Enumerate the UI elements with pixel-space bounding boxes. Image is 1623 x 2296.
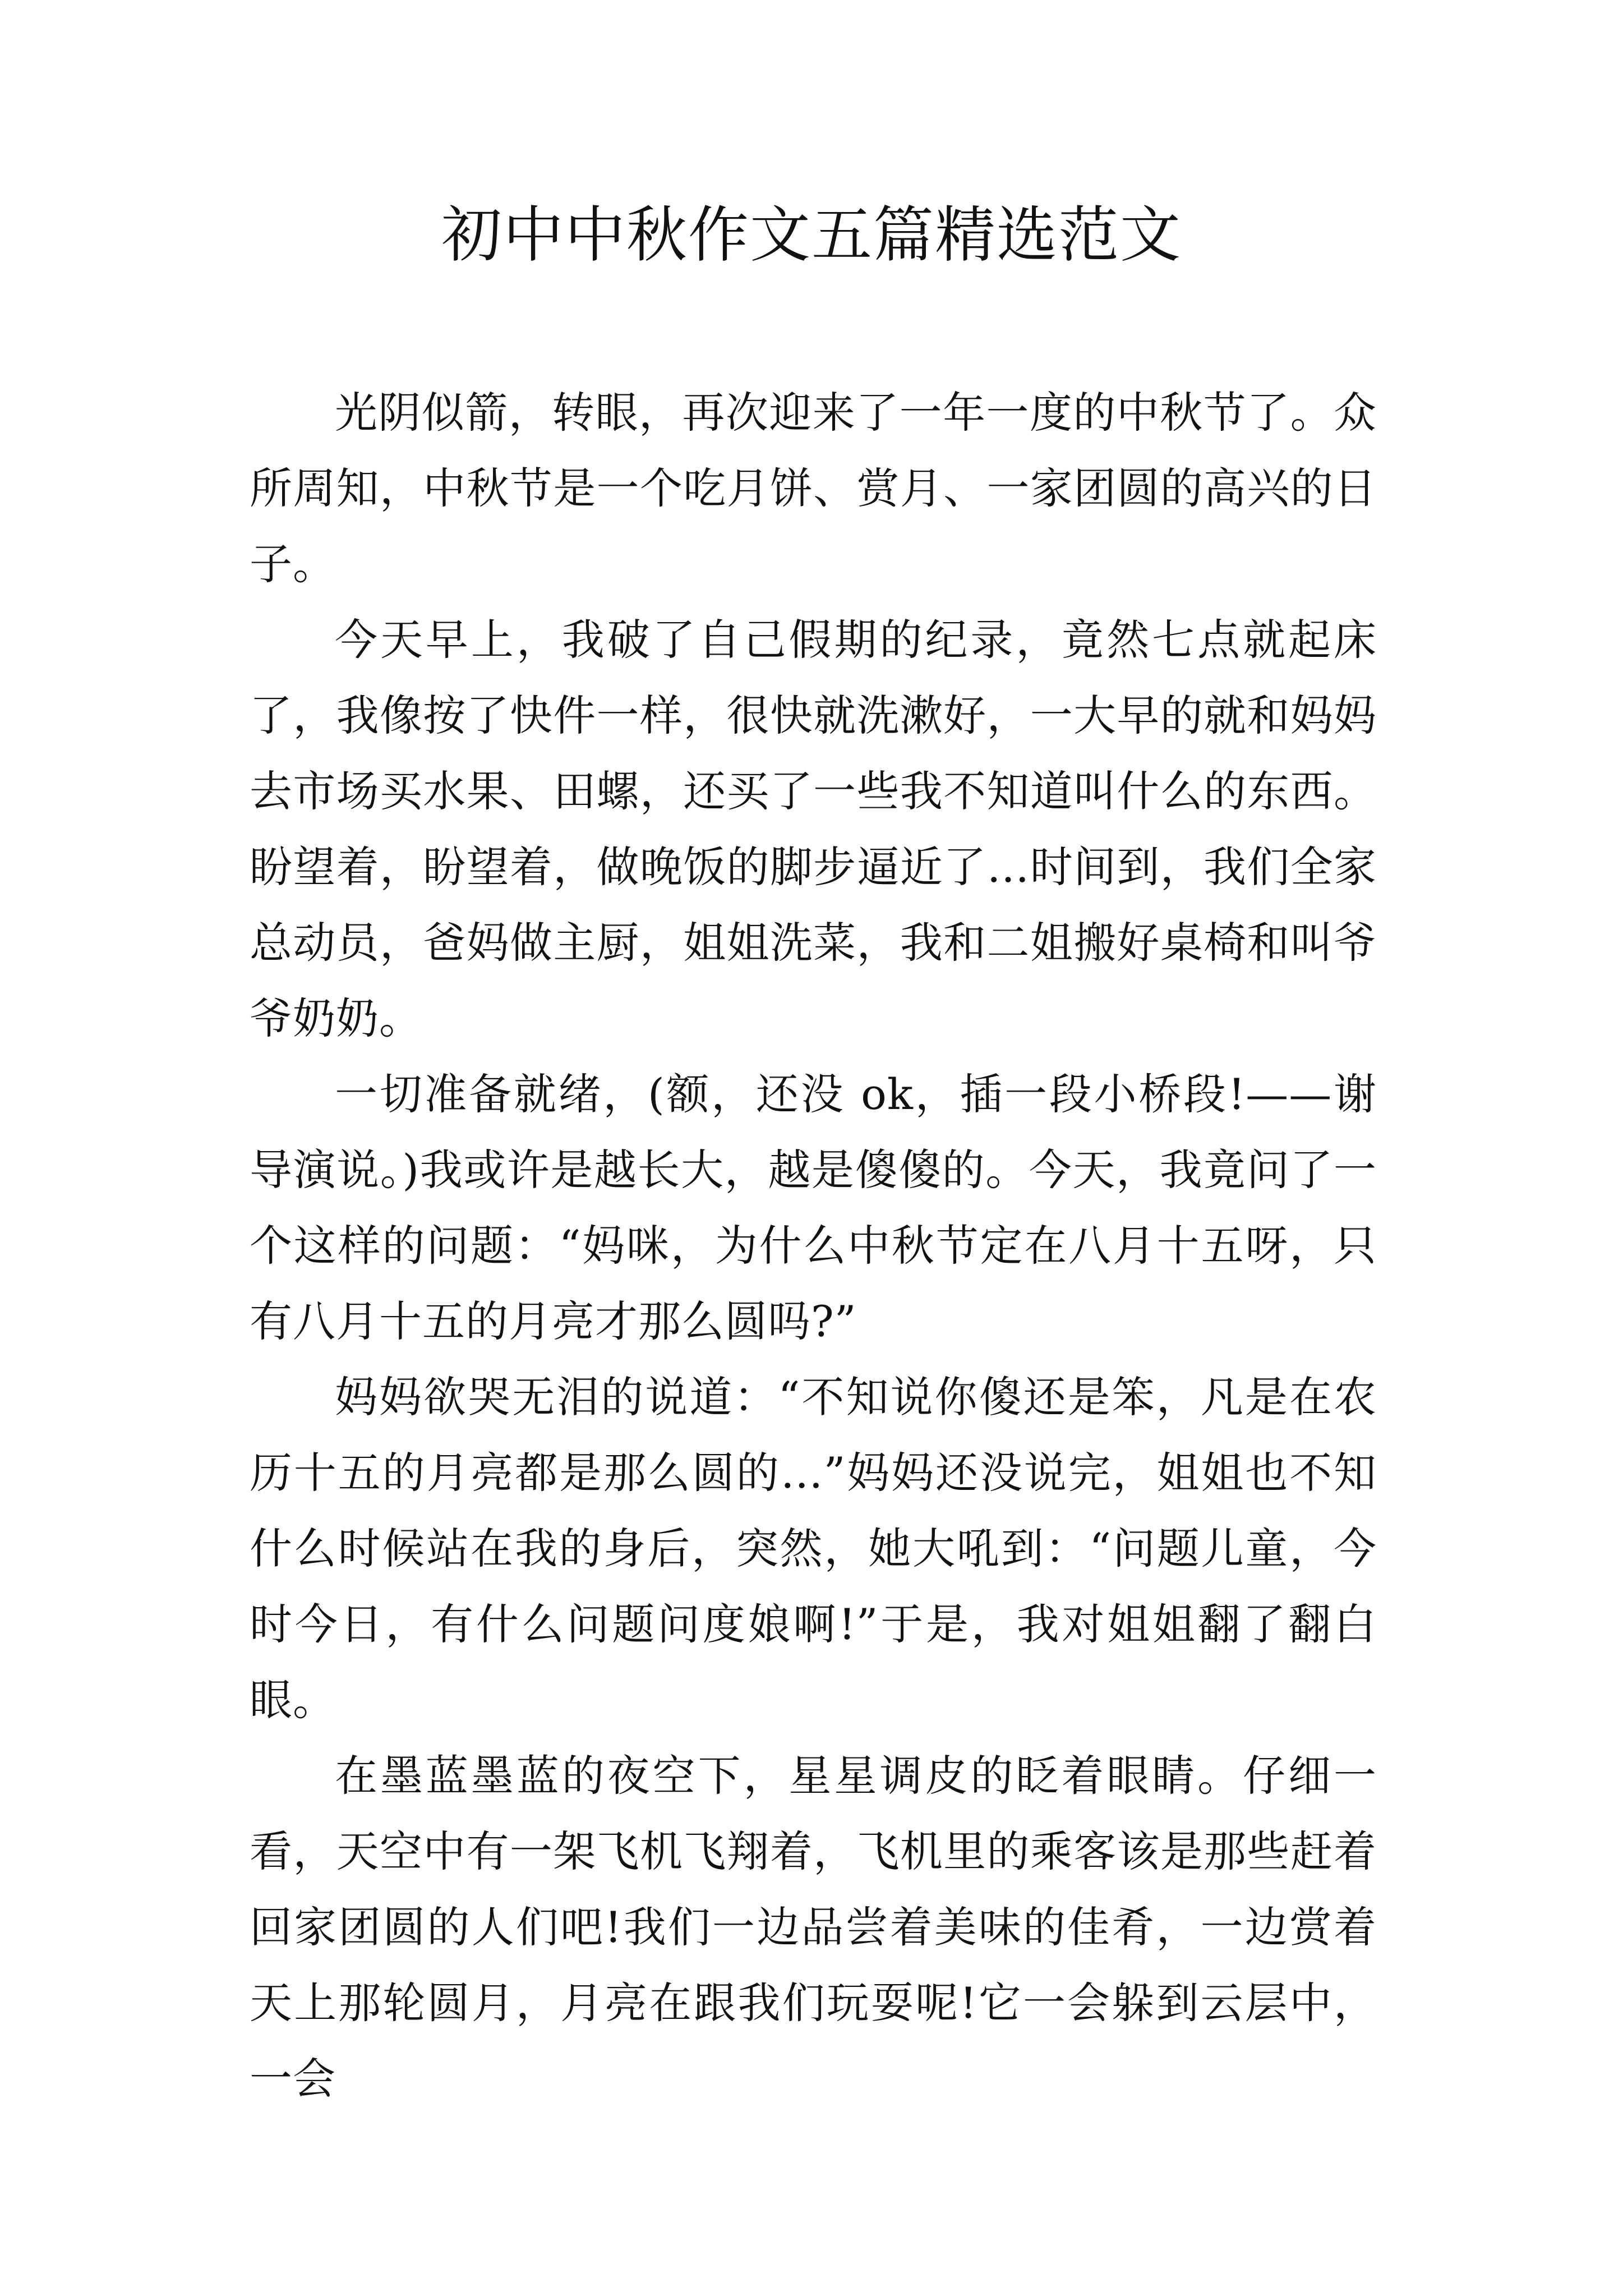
- paragraph-5: 在墨蓝墨蓝的夜空下，星星调皮的眨着眼睛。仔细一看，天空中有一架飞机飞翔着，飞机里的乘客该是那些赶着回家团圆的人们吧!我们一边品尝着美味的佳肴，一边赏着天上那轮圆月，月亮在跟我们玩耍呢!它一会躲到云层中，一会: [250, 1751, 1377, 2104]
- paragraph-4: 妈妈欲哭无泪的说道：“不知说你傻还是笨，凡是在农历十五的月亮都是那么圆的…”妈妈还没说完，姐姐也不知什么时候站在我的身后，突然，她大吼到：“问题儿童，今时今日，有什么问题问度娘啊!”于是，我对姐姐翻了翻白眼。: [250, 1372, 1377, 1725]
- document-body: [250, 375, 1377, 2116]
- document-title: 初中中秋作文五篇精选范文: [441, 200, 1182, 270]
- paragraph-1: 光阴似箭，转眼，再次迎来了一年一度的中秋节了。众所周知，中秋节是一个吃月饼、赏月、一家团圆的高兴的日子。: [250, 388, 1377, 589]
- paragraph-3: 一切准备就绪，(额，还没 ok，插一段小桥段!——谢导演说。)我或许是越长大，越是傻傻的。今天，我竟问了一个这样的问题：“妈咪，为什么中秋节定在八月十五呀，只有八月十五的月亮才那么圆吗?”: [250, 1069, 1377, 1346]
- paragraph-2: 今天早上，我破了自己假期的纪录，竟然七点就起床了，我像按了快件一样，很快就洗漱好，一大早的就和妈妈去市场买水果、田螺，还买了一些我不知道叫什么的东西。盼望着，盼望着，做晚饭的脚步逼近了…时间到，我们全家总动员，爸妈做主厨，姐姐洗菜，我和二姐搬好桌椅和叫爷爷奶奶。: [250, 615, 1377, 1043]
